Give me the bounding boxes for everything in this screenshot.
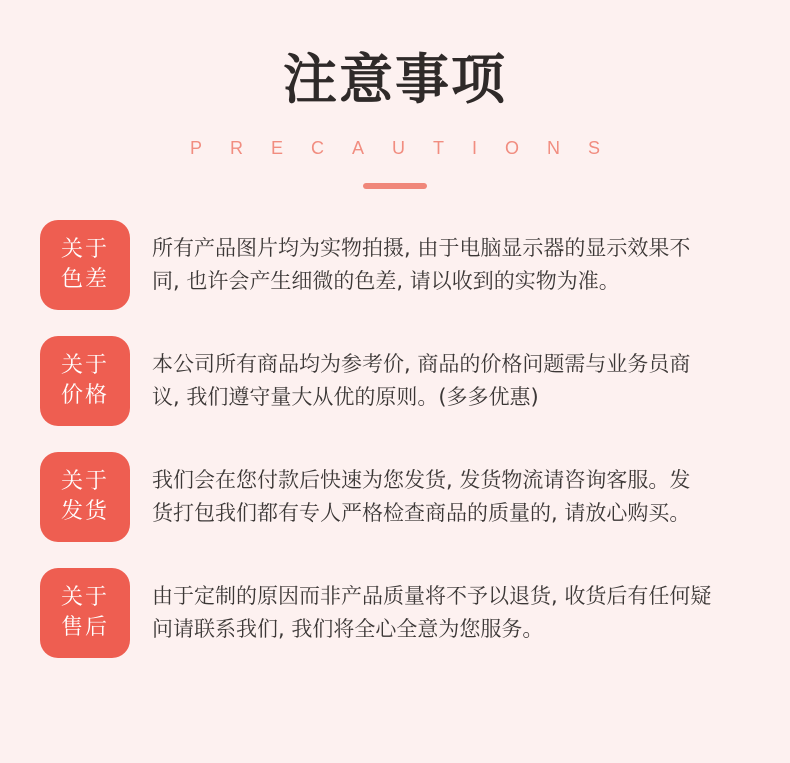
section-text — [152, 348, 752, 414]
section-badge — [40, 568, 130, 658]
section-text-line-2: 问请联系我们, 我们将全心全意为您服务。 — [152, 617, 544, 641]
section-text-line-1: 本公司所有商品均为参考价, 商品的价格问题需与业务员商 — [152, 352, 691, 376]
precaution-section-shipping — [40, 452, 760, 542]
section-text — [152, 464, 752, 530]
section-text-line-1: 我们会在您付款后快速为您发货, 发货物流请咨询客服。发 — [152, 468, 691, 492]
precaution-section-after-sales — [40, 568, 760, 658]
badge-line-1: 关于 — [60, 237, 109, 263]
precaution-section-color-difference — [40, 220, 760, 310]
section-badge — [40, 452, 130, 542]
title-divider — [363, 183, 427, 189]
badge-line-1: 关于 — [60, 353, 109, 379]
badge-line-2: 色差 — [60, 267, 109, 292]
section-text — [152, 232, 752, 298]
page-title: 注意事项 — [283, 48, 507, 111]
badge-line-1: 关于 — [60, 585, 109, 611]
section-badge — [40, 220, 130, 310]
section-text-line-2: 货打包我们都有专人严格检查商品的质量的, 请放心购买。 — [152, 501, 691, 525]
page-subtitle: PRECAUTIONS — [189, 138, 629, 158]
section-badge — [40, 336, 130, 426]
precaution-section-price — [40, 336, 760, 426]
section-text-line-2: 议, 我们遵守量大从优的原则。(多多优惠) — [152, 385, 539, 409]
section-text — [152, 580, 752, 646]
badge-line-1: 关于 — [60, 469, 109, 495]
section-text-line-1: 由于定制的原因而非产品质量将不予以退货, 收货后有任何疑 — [152, 584, 712, 608]
badge-line-2: 售后 — [60, 615, 109, 640]
section-text-line-2: 同, 也许会产生细微的色差, 请以收到的实物为准。 — [152, 269, 620, 293]
section-text-line-1: 所有产品图片均为实物拍摄, 由于电脑显示器的显示效果不 — [152, 236, 691, 260]
badge-line-2: 价格 — [60, 383, 109, 408]
badge-line-2: 发货 — [60, 499, 109, 524]
